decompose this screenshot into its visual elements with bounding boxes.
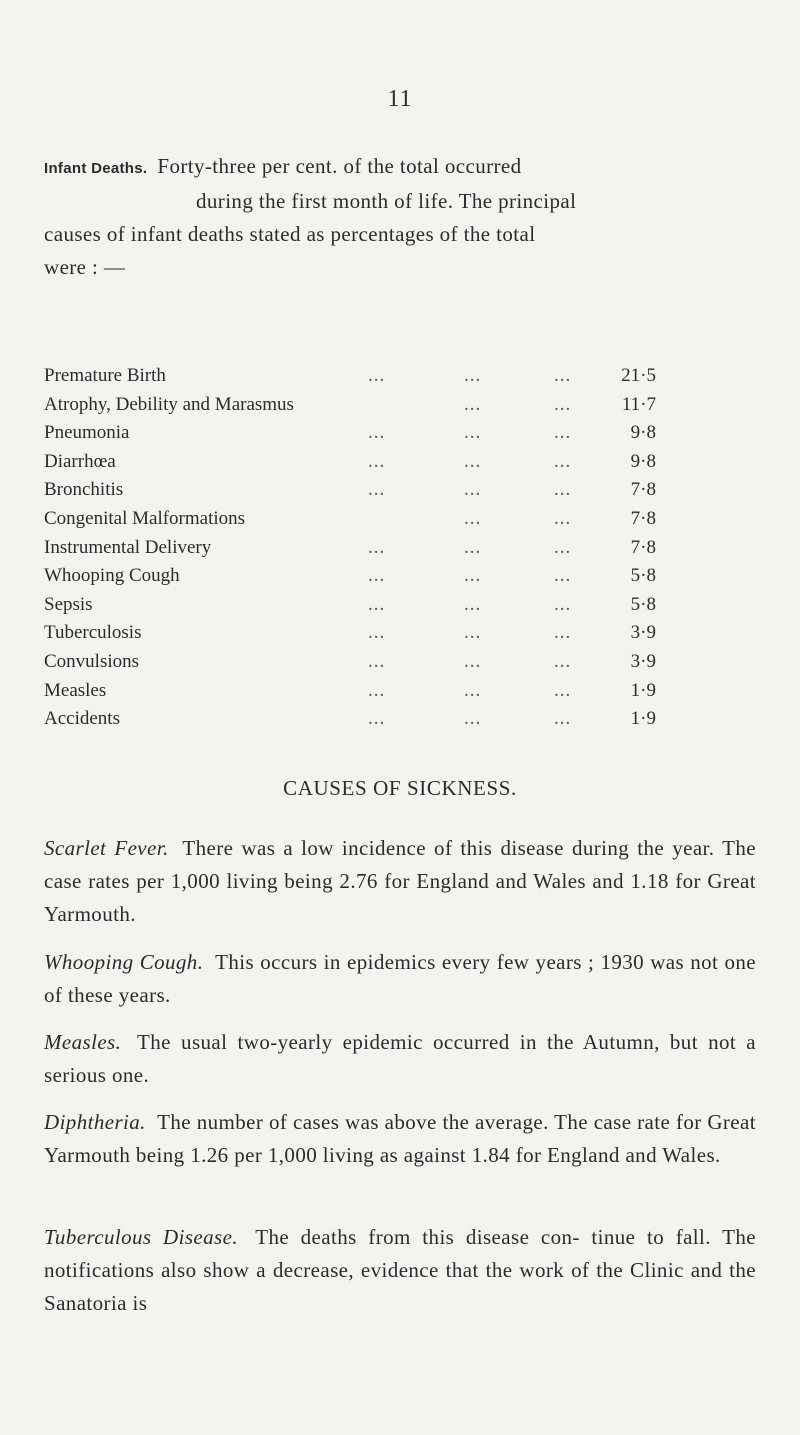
leader-dots: ... bbox=[554, 536, 572, 558]
leader-dots: ... bbox=[554, 708, 572, 730]
leader-dots: ... bbox=[368, 365, 386, 386]
cause-label: Instrumental Delivery bbox=[44, 536, 212, 558]
leader-dots: ... bbox=[464, 393, 482, 415]
paragraph-text: The usual two-yearly epidemic occurred in the Autumn, but not a serious one. bbox=[44, 1030, 756, 1087]
leader-dots: ... bbox=[464, 593, 482, 615]
paragraph-topic: Scarlet Fever. bbox=[44, 836, 169, 860]
leader-dots: ... bbox=[464, 479, 482, 501]
leader-dots: ... bbox=[554, 422, 572, 444]
cause-row bbox=[44, 362, 656, 391]
cause-label: Bronchitis bbox=[44, 479, 124, 501]
paragraph-text: This occurs in epidemics every few years ; 1930 was not one of these years. bbox=[44, 950, 756, 1007]
cause-row bbox=[44, 391, 656, 420]
cause-percentage: 7·8 bbox=[630, 507, 656, 529]
paragraph-measles bbox=[44, 1026, 756, 1092]
intro-paragraph bbox=[44, 150, 756, 284]
leader-dots: ... bbox=[368, 650, 386, 672]
leader-dots: ... bbox=[554, 565, 572, 587]
cause-percentage: 3·9 bbox=[630, 622, 656, 644]
leader-dots: ... bbox=[464, 565, 482, 587]
cause-percentage: 7·8 bbox=[630, 536, 656, 558]
cause-row bbox=[44, 476, 656, 505]
leader-dots: ... bbox=[554, 679, 572, 701]
leader-dots: ... bbox=[368, 565, 386, 587]
cause-row bbox=[44, 619, 656, 648]
cause-label: Convulsions bbox=[44, 650, 140, 672]
paragraph-diphtheria bbox=[44, 1106, 756, 1172]
leader-dots: ... bbox=[368, 450, 386, 472]
cause-label: Accidents bbox=[44, 708, 120, 730]
paragraph-text: The deaths from this disease con- tinue to fall. The notifications also show a decrease, evidence that the work of the Clinic and the Sanatoria is bbox=[44, 1225, 756, 1315]
leader-dots: ... bbox=[554, 479, 572, 501]
leader-dots: ... bbox=[554, 450, 572, 472]
leader-dots: ... bbox=[554, 365, 572, 386]
cause-label: Sepsis bbox=[44, 593, 93, 615]
leader-dots: ... bbox=[554, 507, 572, 529]
paragraph-topic: Measles. bbox=[44, 1030, 122, 1054]
leader-dots: ... bbox=[368, 593, 386, 615]
cause-percentage: 3·9 bbox=[630, 650, 656, 672]
leader-dots: ... bbox=[554, 650, 572, 672]
paragraph-topic: Tuberculous Disease. bbox=[44, 1225, 238, 1249]
cause-percentage: 1·9 bbox=[630, 679, 656, 701]
paragraph-topic: Whooping Cough. bbox=[44, 950, 204, 974]
cause-label: Tuberculosis bbox=[44, 622, 142, 644]
cause-percentage: 9·8 bbox=[630, 450, 656, 472]
leader-dots: ... bbox=[368, 536, 386, 558]
cause-label: Premature Birth bbox=[44, 365, 166, 386]
cause-row bbox=[44, 534, 656, 563]
cause-percentage: 5·8 bbox=[630, 565, 656, 587]
cause-row bbox=[44, 705, 656, 734]
leader-dots: ... bbox=[464, 708, 482, 730]
cause-row bbox=[44, 562, 656, 591]
cause-percentage: 1·9 bbox=[630, 708, 656, 730]
cause-label: Diarrhœa bbox=[44, 450, 116, 472]
leader-dots: ... bbox=[554, 593, 572, 615]
page-number: 11 bbox=[387, 86, 413, 112]
cause-percentage: 7·8 bbox=[630, 479, 656, 501]
cause-percentage: 5·8 bbox=[630, 593, 656, 615]
leader-dots: ... bbox=[464, 622, 482, 644]
leader-dots: ... bbox=[464, 422, 482, 444]
cause-label: Congenital Malformations bbox=[44, 507, 246, 529]
cause-percentage: 9·8 bbox=[630, 422, 656, 444]
section-title: CAUSES OF SICKNESS. bbox=[283, 776, 517, 800]
cause-percentage: 11·7 bbox=[621, 393, 656, 415]
cause-row bbox=[44, 419, 656, 448]
cause-label: Measles bbox=[44, 679, 107, 701]
cause-row bbox=[44, 648, 656, 677]
leader-dots: ... bbox=[368, 422, 386, 444]
leader-dots: ... bbox=[464, 450, 482, 472]
cause-row bbox=[44, 677, 656, 706]
leader-dots: ... bbox=[368, 622, 386, 644]
cause-percentage: 21·5 bbox=[621, 365, 656, 386]
leader-dots: ... bbox=[368, 479, 386, 501]
intro-line-1: Forty-three per cent. of the total occurred bbox=[157, 154, 522, 178]
leader-dots: ... bbox=[554, 622, 572, 644]
leader-dots: ... bbox=[368, 679, 386, 701]
leader-dots: ... bbox=[554, 393, 572, 415]
leader-dots: ... bbox=[464, 650, 482, 672]
cause-row bbox=[44, 448, 656, 477]
leader-dots: ... bbox=[464, 507, 482, 529]
paragraph-text: There was a low incidence of this disease during the year. The case rates per 1,000 living being 2.76 for England and Wales and 1.18 for Great Yarmouth. bbox=[44, 836, 756, 926]
intro-line-3: causes of infant deaths stated as percentages of the total bbox=[44, 222, 536, 246]
cause-row bbox=[44, 505, 656, 534]
leader-dots: ... bbox=[464, 536, 482, 558]
leader-dots: ... bbox=[464, 679, 482, 701]
cause-label: Pneumonia bbox=[44, 422, 130, 444]
cause-row bbox=[44, 591, 656, 620]
paragraph-topic: Diphtheria. bbox=[44, 1110, 146, 1134]
cause-label: Atrophy, Debility and Marasmus bbox=[44, 393, 294, 415]
intro-line-2: during the first month of life. The principal bbox=[196, 189, 577, 213]
cause-label: Whooping Cough bbox=[44, 565, 180, 587]
paragraph-whooping-cough bbox=[44, 946, 756, 1012]
intro-line-4: were : — bbox=[44, 255, 126, 279]
intro-heading: Infant Deaths. bbox=[44, 160, 148, 177]
leader-dots: ... bbox=[368, 708, 386, 730]
paragraph-tuberculous-disease bbox=[44, 1221, 756, 1320]
infant-death-causes-table bbox=[44, 362, 656, 734]
paragraph-text: The number of cases was above the average. The case rate for Great Yarmouth being 1.26 per 1,000 living as against 1.84 for England and Wales. bbox=[44, 1110, 756, 1167]
paragraph-scarlet-fever bbox=[44, 832, 756, 931]
leader-dots: ... bbox=[464, 365, 482, 386]
